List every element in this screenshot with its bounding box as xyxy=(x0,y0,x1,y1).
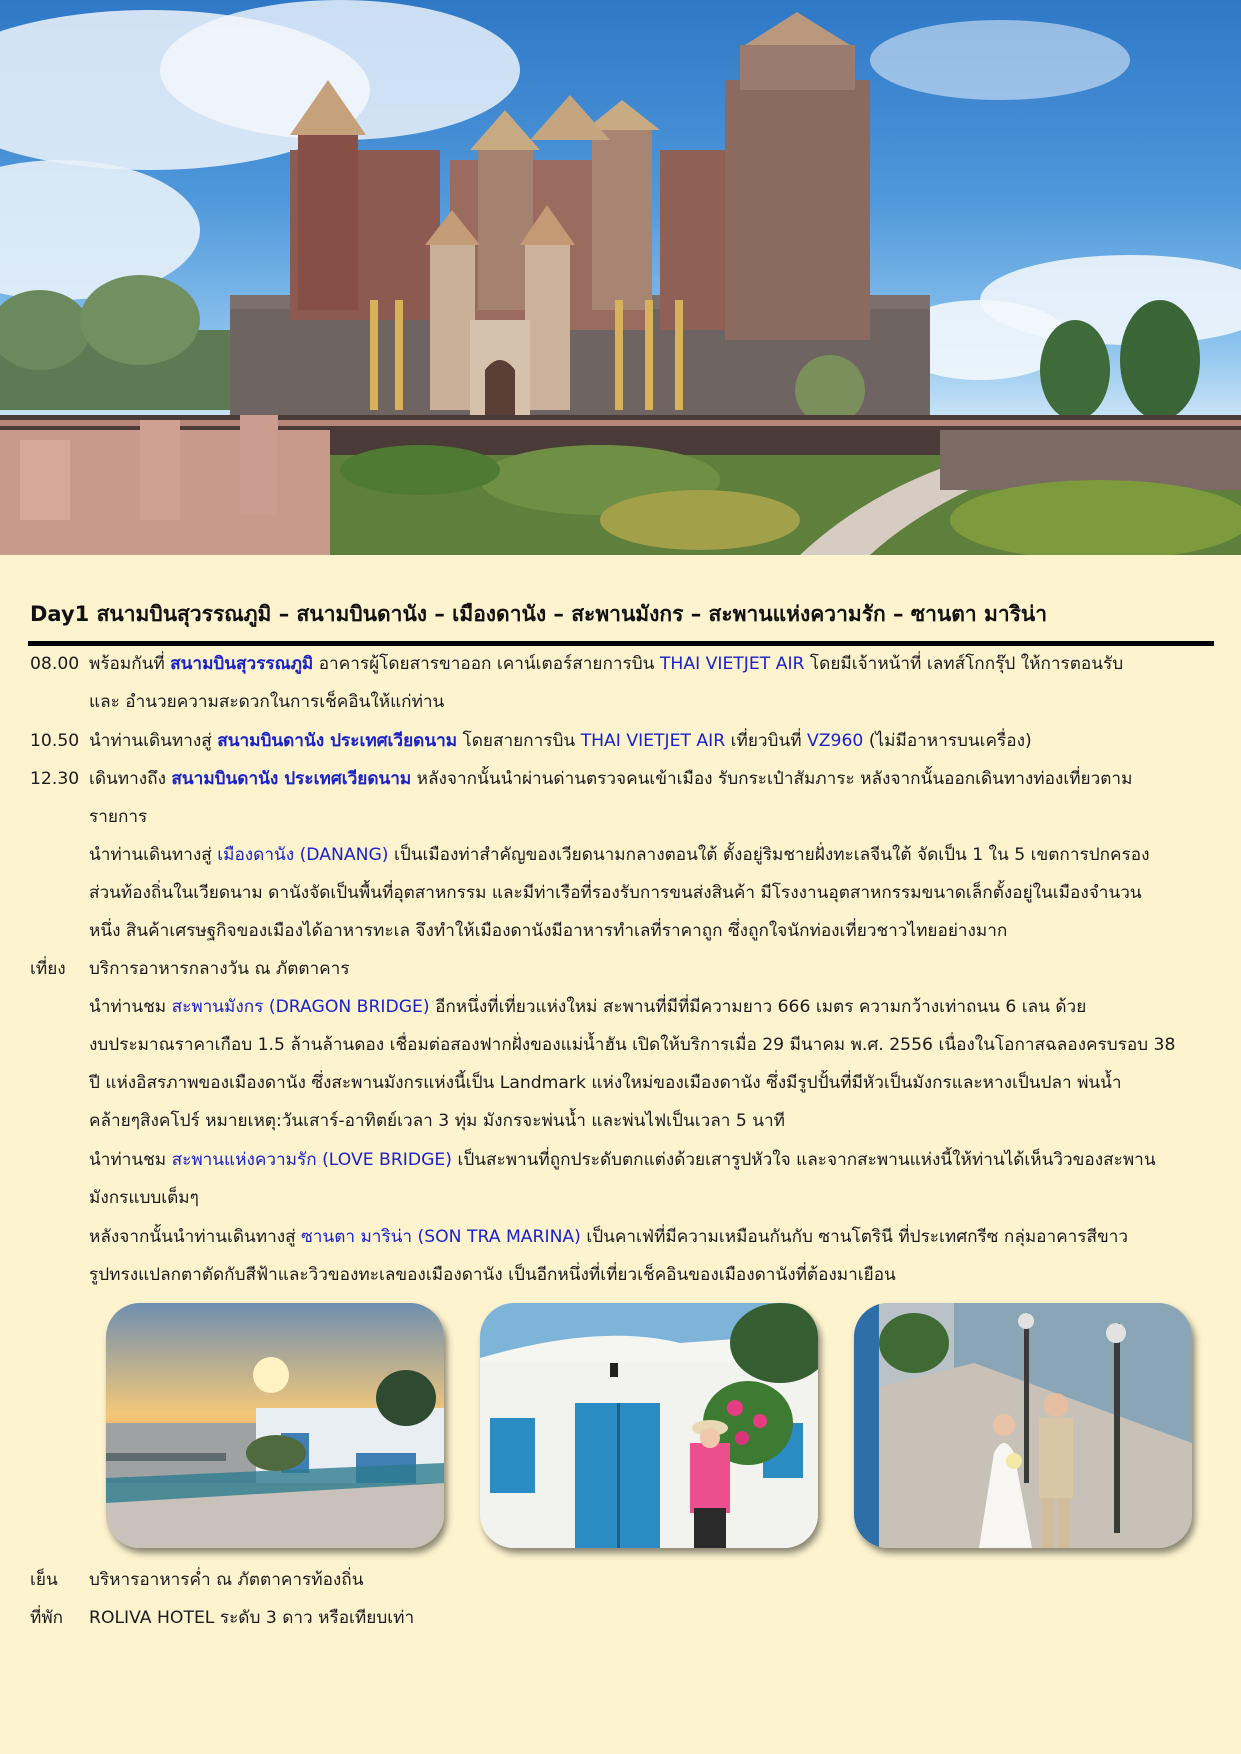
schedule-time: 12.30 xyxy=(30,769,80,789)
text-segment: หลังจากนั้นนำผ่านด่านตรวจคนเข้าเมือง รับกระเป๋าสัมภาระ หลังจากนั้นออกเดินทางท่องเที่ยวตาม xyxy=(411,769,1133,789)
paragraph-text xyxy=(89,1141,1241,1217)
text-segment: งบประมาณราคาเกือบ 1.5 ล้านล้านดอง เชื่อมต่อสองฟากฝั่งของแม่น้ำฮัน เปิดให้บริการเมื่อ 29 มีนาคม พ.ศ. 2556 เนื่องในโอกาสฉลองครบรอบ 38 xyxy=(89,1035,1176,1055)
text-segment: เป็นคาเฟ่ที่มีความเหมือนกันกับ ซานโตรินี ที่ประเทศกรีซ กลุ่มอาคารสีขาว xyxy=(580,1227,1129,1247)
highlight-airline: THAI VIETJET AIR xyxy=(580,731,726,751)
text-segment: (ไม่มีอาหารบนเครื่อง) xyxy=(863,731,1032,751)
schedule-text: บริการอาหารกลางวัน ณ ภัตตาคาร xyxy=(89,959,350,979)
schedule-time: ที่พัก xyxy=(30,1608,64,1628)
sunset-marina-photo xyxy=(106,1303,444,1548)
text-segment: คล้ายๆสิงคโปร์ หมายเหตุ:วันเสาร์-อาทิตย์เวลา 3 ทุ่ม มังกรจะพ่นน้ำ และพ่นไฟเป็นเวลา 5 นาที xyxy=(89,1111,785,1131)
blue-door-photo xyxy=(480,1303,818,1548)
highlight-love-bridge: สะพานแห่งความรัก (LOVE BRIDGE) xyxy=(171,1150,452,1170)
text-segment: อีกหนึ่งที่เที่ยวแห่งใหม่ สะพานที่มีที่มีความยาว 666 เมตร ความกว้างเท่าถนน 6 เลน ด้วย xyxy=(429,997,1087,1017)
text-segment: โดยมีเจ้าหน้าที่ เลทส์โกกรุ๊ป ให้การตอนรับ xyxy=(804,654,1124,674)
text-segment: รูปทรงแปลกตาตัดกับสีฟ้าและวิวของทะเลของเมืองดานัง เป็นอีกหนึ่งที่เที่ยวเช็คอินของเมืองดานังที่ต้องมาเยือน xyxy=(89,1265,896,1285)
schedule-text: ROLIVA HOTEL ระดับ 3 ดาว หรือเทียบเท่า xyxy=(89,1608,415,1628)
couple-pier-photo xyxy=(854,1303,1192,1548)
text-segment: เป็นสะพานที่ถูกประดับตกแต่งด้วยเสารูปหัวใจ และจากสะพานแห่งนี้ให้ท่านได้เห็นวิวของสะพาน xyxy=(451,1150,1156,1170)
highlight-danang-airport: สนามบินดานัง ประเทศเวียดนาม xyxy=(217,731,458,751)
highlight-suvarnabhumi: สนามบินสุวรรณภูมิ xyxy=(170,654,314,674)
highlight-airline: THAI VIETJET AIR xyxy=(659,654,805,674)
text-segment: โดยสายการบิน xyxy=(457,731,581,751)
text-segment: ปี แห่งอิสรภาพของเมืองดานัง ซึ่งสะพานมังกรแห่งนี้เป็น Landmark แห่งใหม่ของเมืองดานัง ซึ่งมีรูปปั้นที่มีหัวเป็นมังกรและหางเป็นปลา พ่นน้ำ xyxy=(89,1073,1122,1093)
text-segment: และ อำนวยความสะดวกในการเช็คอินให้แก่ท่าน xyxy=(89,692,445,712)
highlight-dragon-bridge: สะพานมังกร (DRAGON BRIDGE) xyxy=(171,997,430,1017)
text-segment: รายการ xyxy=(89,807,148,827)
schedule-time: เที่ยง xyxy=(30,959,66,979)
text-segment: อาคารผู้โดยสารขาออก เคาน์เตอร์สายการบิน xyxy=(313,654,660,674)
highlight-flight-number: VZ960 xyxy=(807,731,864,751)
text-segment: นำท่านเดินทางสู่ xyxy=(89,845,218,865)
paragraph-text xyxy=(89,1218,1241,1294)
paragraph-text xyxy=(89,836,1241,950)
schedule-time: เย็น xyxy=(30,1570,58,1590)
day-title: Day1 สนามบินสุวรรณภูมิ – สนามบินดานัง – เมืองดานัง – สะพานมังกร – สะพานแห่งความรัก – ซานตา มาริน่า xyxy=(30,602,1048,626)
schedule-text xyxy=(89,722,1241,760)
text-segment: เที่ยวบินที่ xyxy=(725,731,808,751)
text-segment: นำท่านชม xyxy=(89,1150,172,1170)
text-segment: มังกรแบบเต็มๆ xyxy=(89,1188,199,1208)
schedule-text: บริหารอาหารค่ำ ณ ภัตตาคารท้องถิ่น xyxy=(89,1570,364,1590)
schedule-time: 08.00 xyxy=(30,654,80,674)
highlight-danang-city: เมืองดานัง (DANANG) xyxy=(217,845,389,865)
text-segment: หนึ่ง สินค้าเศรษฐกิจของเมืองได้อาหารทะเล จึงทำให้เมืองดานังมีอาหารทำเลที่ราคาถูก ซึ่งถูกใจนักท่องเที่ยวชาวไทยอย่างมาก xyxy=(89,921,1008,941)
text-segment: นำท่านเดินทางสู่ xyxy=(89,731,218,751)
castle-photo xyxy=(0,0,1241,555)
text-segment: ส่วนท้องถิ่นในเวียดนาม ดานังจัดเป็นพื้นที่อุตสาหกรรม และมีท่าเรือที่รองรับการขนส่งสินค้า มีโรงงานอุตสาหกรรมขนาดเล็กตั้งอยู่ในเมืองจำนวน xyxy=(89,883,1142,903)
highlight-son-tra: ซานตา มาริน่า (SON TRA MARINA) xyxy=(301,1227,581,1247)
text-segment: เดินทางถึง xyxy=(89,769,172,789)
text-segment: พร้อมกันที่ xyxy=(89,654,171,674)
schedule-text xyxy=(89,645,1241,721)
highlight-danang-airport: สนามบินดานัง ประเทศเวียดนาม xyxy=(171,769,412,789)
text-segment: หลังจากนั้นนำท่านเดินทางสู่ xyxy=(89,1227,302,1247)
paragraph-text xyxy=(89,988,1241,1140)
text-segment: เป็นเมืองท่าสำคัญของเวียดนามกลางตอนใต้ ตั้งอยู่ริมชายฝั่งทะเลจีนใต้ จัดเป็น 1 ใน 5 เขตการปกครอง xyxy=(388,845,1150,865)
schedule-time: 10.50 xyxy=(30,731,80,751)
schedule-text xyxy=(89,760,1241,836)
text-segment: นำท่านชม xyxy=(89,997,172,1017)
